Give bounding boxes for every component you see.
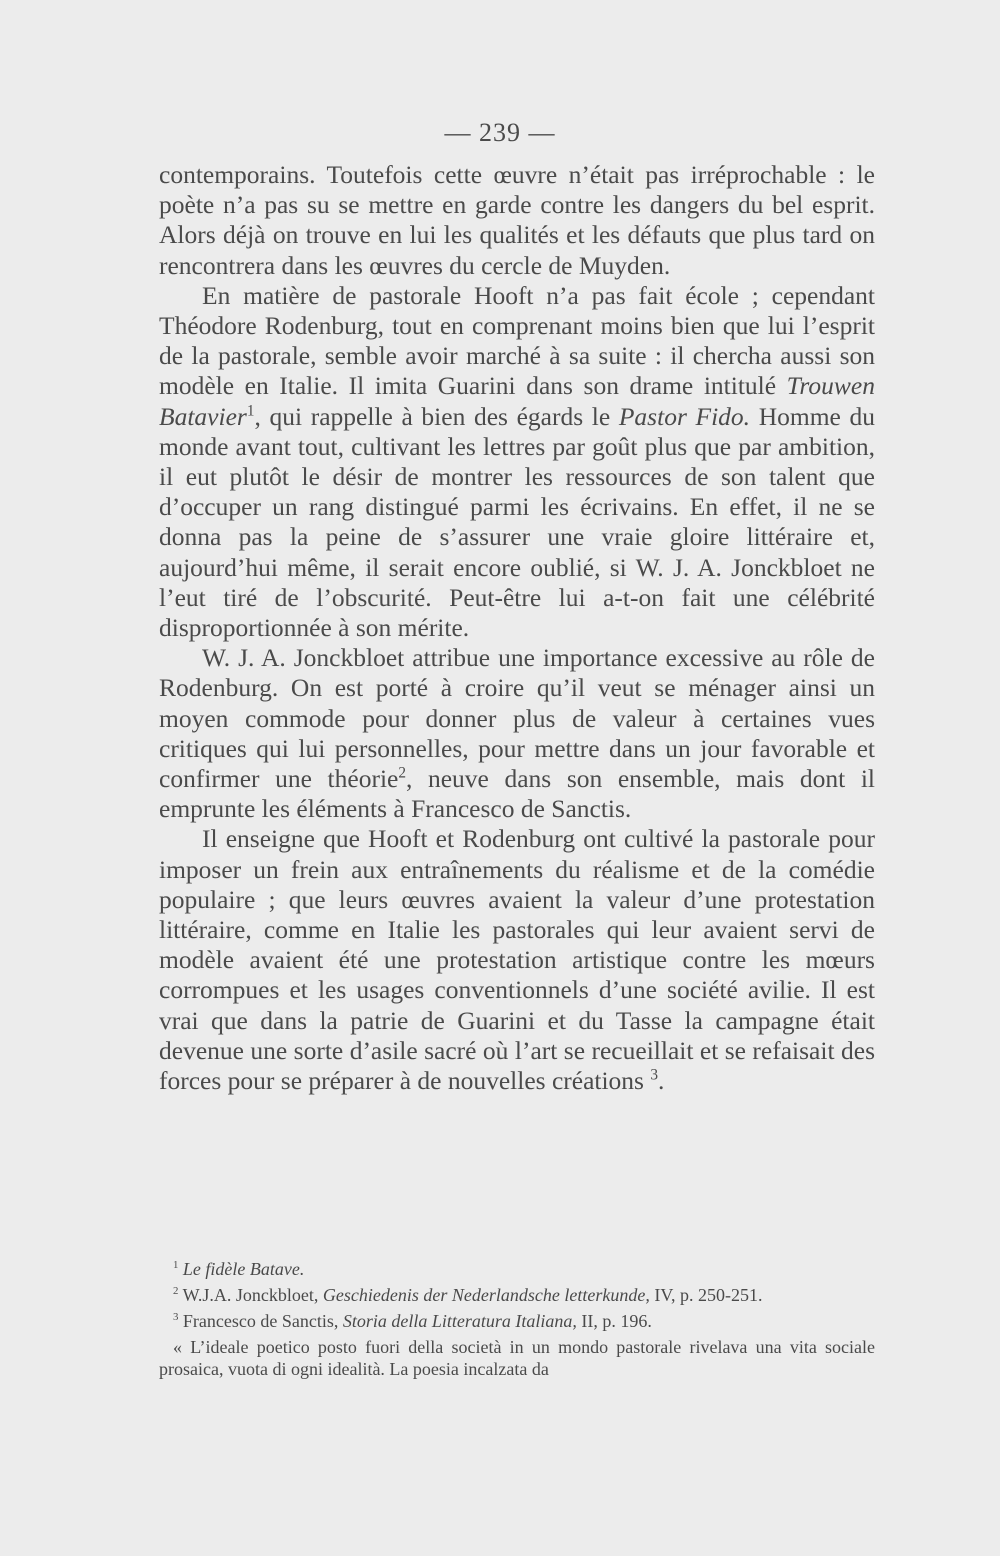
italic-title: Storia della Litteratura Italiana, — [342, 1311, 577, 1331]
text-run: Il enseigne que Hooft et Rodenburg ont cultivé la pastorale pour imposer un frein aux entraînements du réalisme et de la comédie populaire ; que leurs œuvres avaient la valeur d’une protestation littéraire, comme en Italie les pastorales qui leur avaient servi de modèle avaient été une protestation artistique contre les mœurs corrompues et les usages conventionnels d’une société avilie. Il est vrai que dans la patrie de Guarini et du Tasse la campagne était devenue une sorte d’asile sacré où l’art se recueillait et se refaisait des forces pour se préparer à de nouvelles créations — [159, 824, 875, 1096]
page-number: — 239 — — [444, 118, 556, 147]
body-text — [159, 160, 875, 1096]
footnote-marker: 2 — [398, 764, 407, 782]
text-run: Homme du monde avant tout, cultivant les lettres par goût plus que par ambition, il eut plutôt le désir de montrer les ressources de son talent que d’occuper un rang distingué parmi les écrivains. En effet, il ne se donna pas la peine de s’assurer une vraie gloire littéraire et, aujourd’hui même, il serait encore oublié, si W. J. A. Jonckbloet ne l’eut tiré de l’obscurité. Peut-être lui a-t-on fait une célébrité disproportionnée à son mérite. — [159, 401, 876, 643]
footnote-marker: 3 — [173, 1311, 179, 1323]
footnote-marker: 3 — [650, 1066, 659, 1084]
text-run: . — [658, 1066, 665, 1096]
text-run: , neuve dans son ensemble, mais dont il emprunte les éléments à Francesco de Sanctis. — [159, 764, 875, 824]
italic-title: Pastor Fido. — [618, 401, 751, 431]
italic-title: Trouwen Batavier — [159, 371, 875, 431]
footnote-fn1 — [159, 1258, 875, 1280]
text-run: contemporains. Toutefois cette œuvre n’était pas irréprochable : le poète n’a pas su se mettre en garde contre les dangers du bel esprit. Alors déjà on trouve en lui les qualités et les défauts que plus tard on rencontrera dans les œuvres du cercle de Muyden. — [159, 160, 875, 280]
footnote-marker: 1 — [246, 402, 255, 420]
italic-title: Geschiedenis der Nederlandsche letterkunde, — [322, 1285, 650, 1305]
footnote-fn3 — [159, 1310, 875, 1332]
footnotes — [159, 1258, 875, 1384]
paragraph-p1 — [159, 160, 875, 281]
text-run: , qui rappelle à bien des égards le — [254, 401, 619, 431]
footnote-fn2 — [159, 1284, 875, 1306]
text-run: En matière de pastorale Hooft n’a pas fait école ; cependant Théodore Rodenburg, tout en comprenant moins bien que lui l’esprit de la pastorale, semble avoir marché à sa suite : il chercha aussi son modèle en Italie. Il imita Guarini dans son drame intitulé — [159, 280, 875, 401]
paragraph-p4 — [159, 824, 875, 1096]
text-run: W.J.A. Jonckbloet, — [178, 1285, 323, 1305]
text-run: II, p. 196. — [576, 1311, 652, 1331]
footnote-marker: 2 — [173, 1285, 179, 1297]
footnote-fn3-quote — [159, 1336, 875, 1380]
paragraph-p3 — [159, 643, 875, 824]
text-run: « L’ideale poetico posto fuori della società in un mondo pastorale rivelava una vita sociale prosaica, vuota di ogni idealità. La poesia incalzata da — [159, 1337, 875, 1379]
paragraph-p2 — [159, 281, 875, 643]
footnote-marker: 1 — [173, 1259, 179, 1271]
text-run: IV, p. 250-251. — [649, 1285, 763, 1305]
italic-title: Le fidèle Batave. — [182, 1259, 305, 1279]
text-run: W. J. A. Jonckbloet attribue une importance excessive au rôle de Rodenburg. On est porté à croire qu’il veut se ménager ainsi un moyen commode pour donner plus de valeur à certaines vues critiques qui lui personnelles, pour mettre dans un jour favorable et confirmer une théorie — [159, 643, 875, 794]
text-run: Francesco de Sanctis, — [178, 1311, 343, 1331]
